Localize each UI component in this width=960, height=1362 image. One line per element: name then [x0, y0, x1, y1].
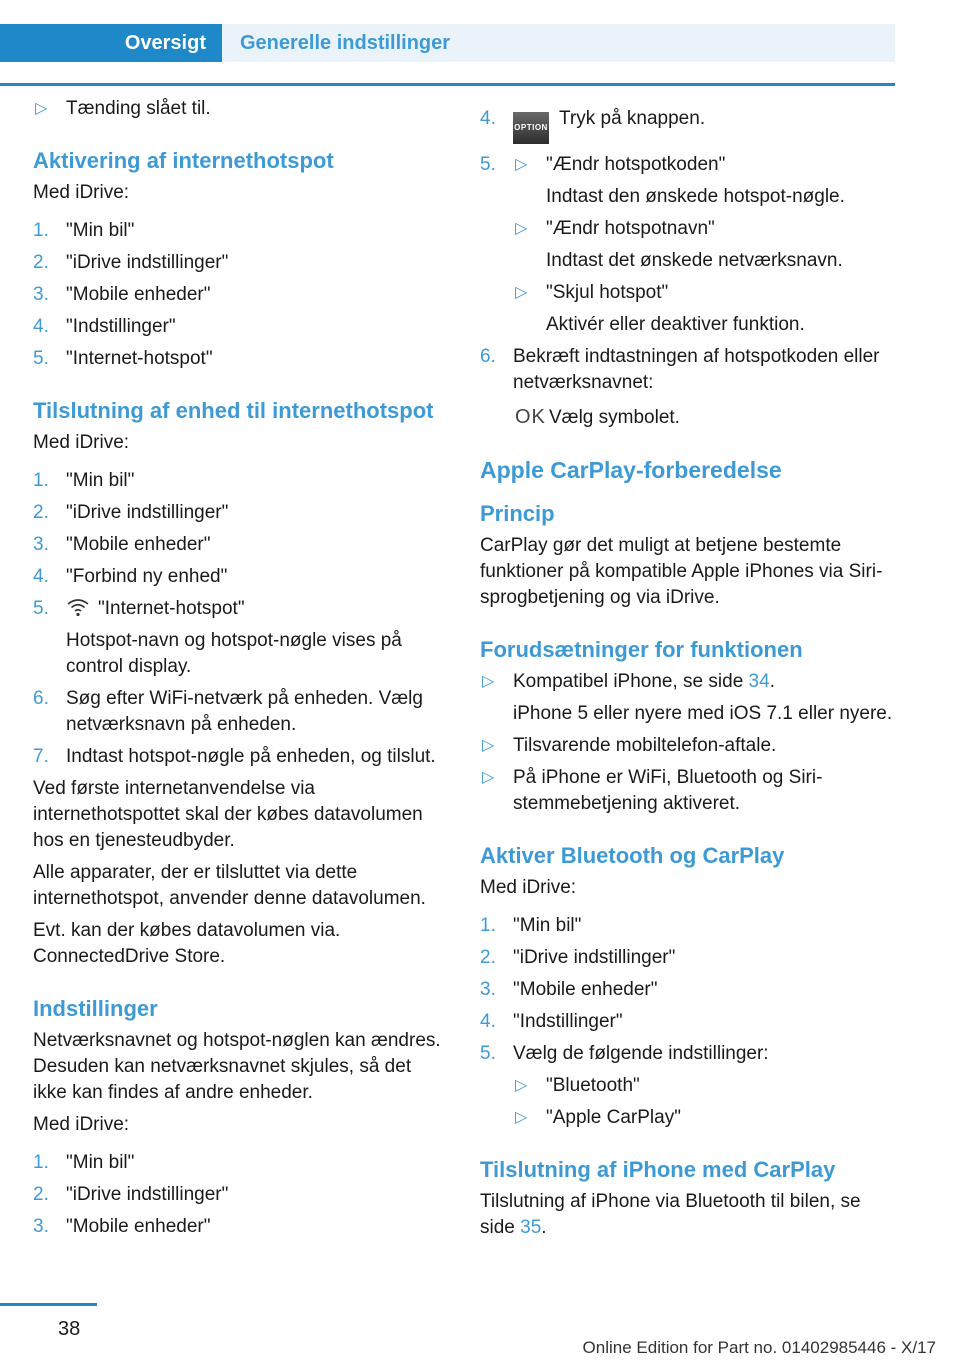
edition-text: Online Edition for Part no. 01402985446 - X/17	[582, 1338, 936, 1357]
triangle-bullet-icon: ▷	[482, 737, 495, 754]
list-item: 1. "Min bil"	[480, 915, 582, 936]
paragraph: Ved første internetanvendelse via internethotspottet skal der købes datavolumen hos en tjenesteudbyder.	[33, 778, 423, 851]
list-item: 1. "Min bil"	[33, 470, 135, 491]
list-item: 1. "Min bil"	[33, 1152, 135, 1173]
intro-text: Med iDrive:	[33, 1114, 130, 1135]
list-item: 4. OPTION Tryk på knappen.	[480, 106, 895, 144]
sub-item: ▷ "Ændr hotspotnavn" Indtast det ønskede netværksnavn.	[515, 218, 843, 271]
footer-divider	[0, 1303, 97, 1306]
triangle-bullet-icon: ▷	[515, 220, 528, 237]
header-divider	[0, 83, 895, 86]
list-item: ▷ Kompatibel iPhone, se side 34. iPhone 5 eller nyere med iOS 7.1 eller nyere.	[482, 671, 893, 724]
list-item: 3. "Mobile enheder"	[33, 284, 211, 305]
page-link[interactable]: 35	[520, 1217, 542, 1238]
list-item: 6. Søg efter WiFi-netværk på enheden. Vælg netværksnavn på enheden.	[33, 688, 423, 735]
list-item: 6. Bekræft indtastningen af hotspotkoden eller netværksnavnet: OK Vælg symbolet.	[480, 346, 880, 428]
list-item: 2. "iDrive indstillinger"	[33, 502, 229, 523]
section-title-princip: Princip	[480, 501, 555, 526]
section-title-tilslutning-enhed: Tilslutning af enhed til internethotspot	[33, 398, 434, 423]
triangle-bullet-icon: ▷	[515, 1109, 528, 1126]
section-title-carplay: Apple CarPlay-forberedelse	[480, 457, 782, 483]
intro-text: Med iDrive:	[33, 182, 130, 203]
list-item: 3. "Mobile enheder"	[33, 1216, 211, 1237]
triangle-bullet-icon: ▷	[482, 673, 495, 690]
triangle-bullet-icon: ▷	[515, 284, 528, 301]
section-title-forudsaetninger: Forudsætninger for funktionen	[480, 637, 803, 662]
list-item: ▷ Tilsvarende mobiltelefon-aftale.	[480, 733, 895, 759]
list-item: 3. "Mobile enheder"	[33, 534, 211, 555]
sub-item: ▷ "Bluetooth"	[513, 1073, 895, 1099]
list-item: 5. ▷ "Ændr hotspotkoden" Indtast den ønskede hotspot-nøgle. ▷ "Ændr hotspotnavn" Indtast det ønskede netværksnavn. ▷ "Skjul hotspot" Aktivér eller deaktiver funktion.	[480, 152, 895, 338]
triangle-bullet-icon: ▷	[35, 100, 48, 117]
paragraph: Evt. kan der købes datavolumen via. ConnectedDrive Store.	[33, 920, 341, 967]
wifi-icon	[66, 597, 90, 617]
sub-item: ▷ "Ændr hotspotkoden" Indtast den ønskede hotspot-nøgle.	[515, 154, 845, 207]
list-item: 4. "Forbind ny enhed"	[33, 566, 228, 587]
page-number: 38	[58, 1318, 81, 1340]
section-title-aktiver-bluetooth: Aktiver Bluetooth og CarPlay	[480, 843, 785, 868]
list-item: 5. "Internet-hotspot" Hotspot-navn og hotspot-nøgle vises på control display.	[33, 596, 448, 680]
list-item: 4. "Indstillinger"	[33, 316, 176, 337]
list-item: ▷ På iPhone er WiFi, Bluetooth og Siri-stemmebetjening aktiveret.	[482, 767, 823, 814]
intro-text: Med iDrive:	[33, 432, 130, 453]
section-title-aktivering: Aktivering af internethotspot	[33, 148, 334, 173]
bullet-text: Tænding slået til.	[66, 98, 211, 119]
tab-oversigt[interactable]: Oversigt	[0, 24, 222, 62]
paragraph: Alle apparater, der er tilsluttet via dette internethotspot, anvender denne datavolumen.	[33, 862, 426, 909]
list-item: 1. "Min bil"	[33, 220, 135, 241]
list-item: 2. "iDrive indstillinger"	[480, 947, 676, 968]
section-title-tilslutning-iphone: Tilslutning af iPhone med CarPlay	[480, 1157, 836, 1182]
list-item: 5. "Internet-hotspot"	[33, 348, 213, 369]
triangle-bullet-icon: ▷	[482, 769, 495, 786]
intro-text: Med iDrive:	[480, 877, 577, 898]
list-item	[33, 96, 448, 122]
sub-item: ▷ "Apple CarPlay"	[513, 1105, 895, 1131]
list-item: 5. Vælg de følgende indstillinger: ▷ "Bluetooth" ▷ "Apple CarPlay"	[480, 1041, 895, 1131]
ok-icon: OK	[515, 406, 546, 428]
option-button-icon: OPTION	[513, 112, 549, 144]
triangle-bullet-icon: ▷	[515, 1077, 528, 1094]
list-item: 2. "iDrive indstillinger"	[33, 252, 229, 273]
tab-generelle-indstillinger[interactable]: Generelle indstillinger	[222, 24, 895, 62]
paragraph: Netværksnavnet og hotspot-nøglen kan ændres. Desuden kan netværksnavnet skjules, så det ikke kan findes af andre enheder.	[33, 1030, 441, 1103]
paragraph: Tilslutning af iPhone via Bluetooth til bilen, se side 35.	[480, 1191, 861, 1238]
triangle-bullet-icon: ▷	[515, 156, 528, 173]
list-item: 7. Indtast hotspot-nøgle på enheden, og tilslut.	[33, 746, 436, 767]
list-item: 2. "iDrive indstillinger"	[33, 1184, 229, 1205]
page-link[interactable]: 34	[748, 671, 770, 692]
right-column	[480, 106, 895, 1247]
header-tabs	[0, 24, 895, 62]
paragraph: CarPlay gør det muligt at betjene bestemte funktioner på kompatible Apple iPhones via Siri-sprogbetjening og via iDrive.	[480, 535, 883, 608]
left-column	[33, 96, 448, 1246]
sub-item: ▷ "Skjul hotspot" Aktivér eller deaktiver funktion.	[515, 282, 805, 335]
list-item: 4. "Indstillinger"	[480, 1011, 623, 1032]
section-title-indstillinger: Indstillinger	[33, 996, 158, 1021]
step-note: Hotspot-navn og hotspot-nøgle vises på control display.	[66, 630, 402, 677]
list-item: 3. "Mobile enheder"	[480, 979, 658, 1000]
